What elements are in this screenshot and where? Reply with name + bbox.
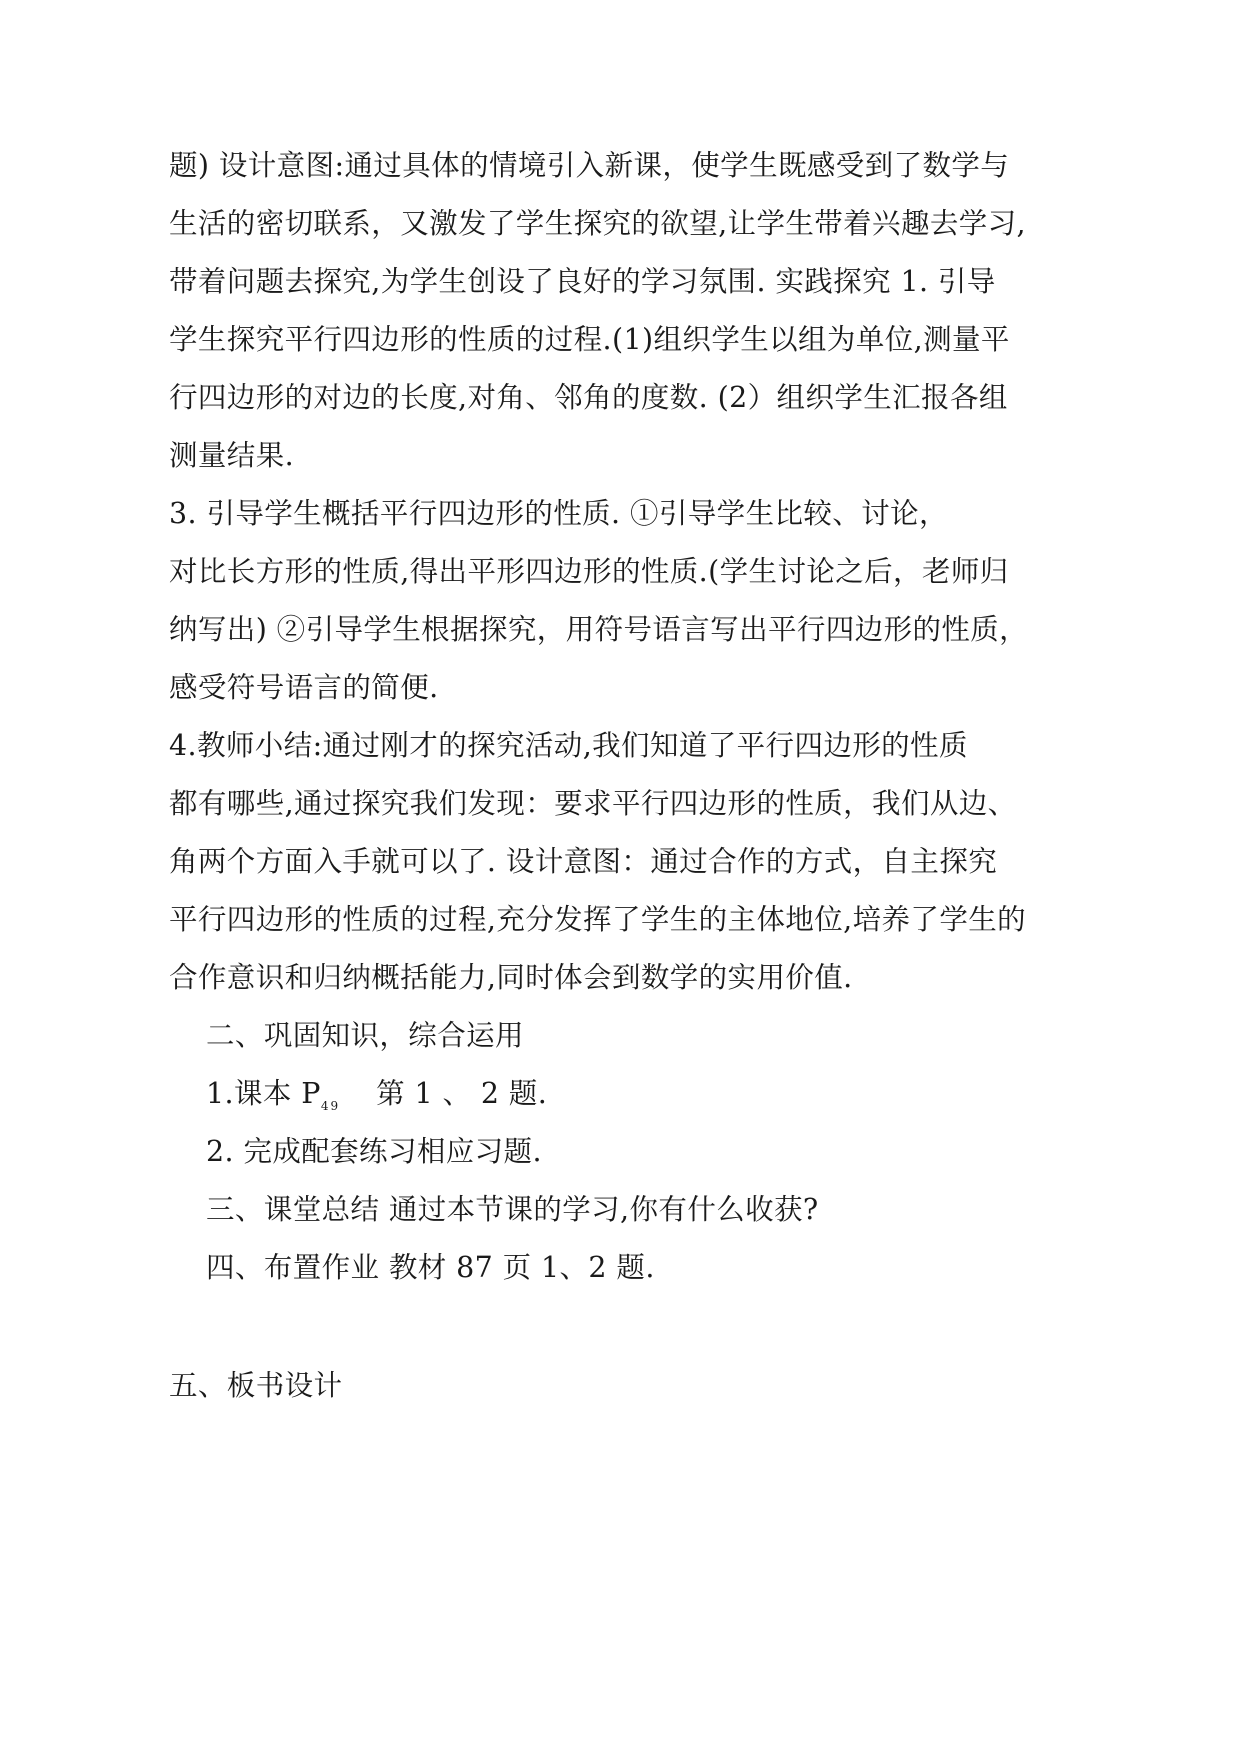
section-heading: 四、布置作业 教材 87 页 1、2 题. [206, 1251, 655, 1284]
text-line: 都有哪些,通过探究我们发现：要求平行四边形的性质，我们从边、 [169, 787, 1017, 820]
text-line: 纳写出) ②引导学生根据探究，用符号语言写出平行四边形的性质， [169, 613, 1029, 646]
section-heading: 二、巩固知识，综合运用 [206, 1019, 524, 1052]
page-subscript: 49 [320, 1099, 341, 1113]
text-line: 学生探究平行四边形的性质的过程.(1)组织学生以组为单位,测量平 [169, 323, 1010, 356]
text-line: 3. 引导学生概括平行四边形的性质. ①引导学生比较、讨论， [169, 497, 948, 530]
text-line: 题) 设计意图:通过具体的情境引入新课，使学生既感受到了数学与 [169, 149, 1010, 182]
section-heading: 三、课堂总结 通过本节课的学习,你有什么收获? [206, 1193, 819, 1226]
text-line: 测量结果. [169, 439, 295, 472]
text-line: 角两个方面入手就可以了. 设计意图：通过合作的方式，自主探究 [169, 845, 998, 878]
text-line: 4.教师小结:通过刚才的探究活动,我们知道了平行四边形的性质 [169, 729, 968, 762]
text-line: 行四边形的对边的长度,对角、邻角的度数. (2）组织学生汇报各组 [169, 381, 1008, 414]
text-line: 对比长方形的性质,得出平形四边形的性质.(学生讨论之后，老师归 [169, 555, 1009, 588]
textbook-ref: 1.课本 P [206, 1077, 321, 1110]
text-line: 平行四边形的性质的过程,充分发挥了学生的主体地位,培养了学生的 [169, 903, 1027, 936]
section-heading: 五、板书设计 [169, 1369, 343, 1402]
text-line: 带着问题去探究,为学生创设了良好的学习氛围. 实践探究 1. 引导 [169, 265, 996, 298]
text-line: 合作意识和归纳概括能力,同时体会到数学的实用价值. [169, 961, 853, 994]
textbook-exercise-line [206, 1076, 547, 1124]
exercise-ref: 第 1 、 2 题. [376, 1077, 548, 1110]
text-line: 2. 完成配套练习相应习题. [206, 1135, 542, 1168]
text-line: 生活的密切联系，又激发了学生探究的欲望,让学生带着兴趣去学习, [169, 207, 1027, 240]
text-line: 感受符号语言的简便. [169, 671, 439, 704]
